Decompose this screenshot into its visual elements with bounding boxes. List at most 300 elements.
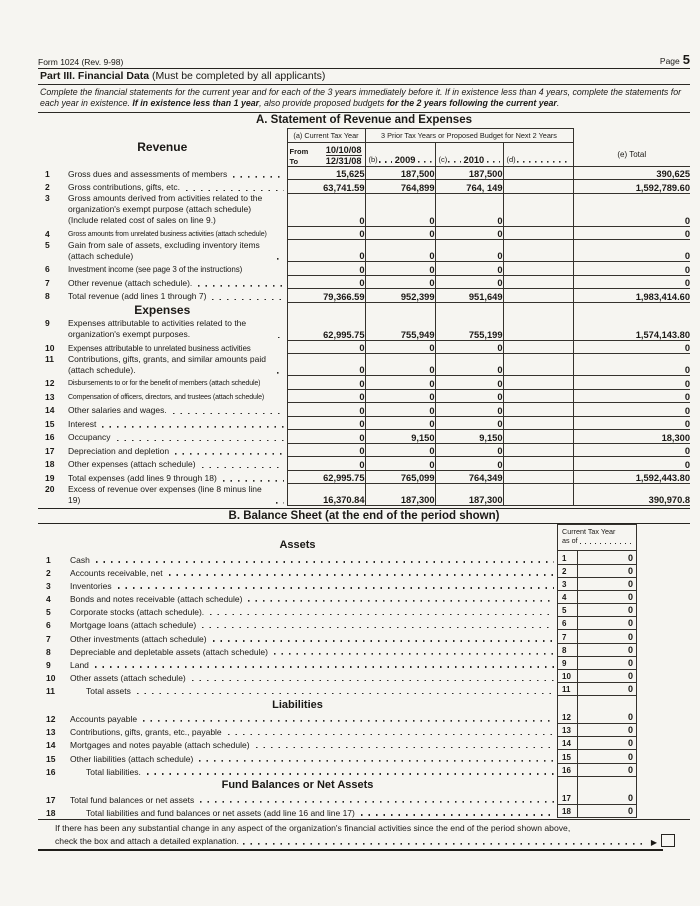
line-label: Total liabilities.: [86, 766, 141, 777]
box-value: 0: [577, 711, 637, 724]
balance-row: [38, 644, 637, 657]
statement-row: [38, 180, 690, 194]
amount-total: 0: [573, 193, 690, 226]
box-value: 0: [577, 591, 637, 604]
line-number: 18: [45, 459, 55, 470]
line-label: Depreciable and depletable assets (attach schedule): [70, 646, 268, 657]
dot-leader: [212, 298, 283, 300]
box-value: 0: [577, 578, 637, 591]
statement-row: [38, 240, 690, 262]
amount-d: [503, 275, 573, 289]
line-number: 15: [45, 418, 55, 429]
dot-leader: [228, 733, 554, 735]
box-line-number: 14: [557, 737, 577, 750]
line-label: Other assets (attach schedule): [70, 673, 186, 684]
dot-leader: [223, 480, 284, 482]
amount-a: 79,366.59: [287, 289, 365, 303]
line-number: 6: [45, 264, 50, 275]
amount-a: 0: [287, 403, 365, 417]
line-number: 15: [46, 753, 56, 764]
amount-c: 0: [435, 275, 503, 289]
box-line-number: 15: [557, 750, 577, 763]
box-line-number: 9: [557, 657, 577, 670]
balance-top-row: [38, 524, 637, 551]
balance-row: [38, 551, 637, 564]
amount-d: [503, 484, 573, 506]
dot-leader: [278, 336, 283, 338]
box-value: 0: [577, 737, 637, 750]
box-value: 0: [577, 565, 637, 578]
balance-row: [38, 630, 637, 643]
dot-leader: [96, 561, 554, 563]
dot-leader: [118, 587, 554, 589]
amount-a: 62,995.75: [287, 470, 365, 484]
box-value: 0: [577, 764, 637, 777]
prior-years-header: 3 Prior Tax Years or Proposed Budget for Next 2 Years: [365, 128, 573, 142]
amount-total: 390,970.8: [573, 484, 690, 506]
box-line-number: 6: [557, 617, 577, 630]
dot-leader: [210, 613, 554, 615]
line-number: 14: [45, 405, 55, 416]
amount-c: 0: [435, 354, 503, 376]
balance-row: [38, 578, 637, 591]
amount-a: 62,995.75: [287, 318, 365, 340]
line-label: Total fund balances or net assets: [70, 794, 195, 805]
amount-total: 1,983,414.60: [573, 289, 690, 303]
balance-row: [38, 724, 637, 737]
line-label: Total assets: [86, 686, 131, 697]
line-number: 1: [46, 554, 51, 565]
amount-c: 0: [435, 240, 503, 262]
amount-d: [503, 289, 573, 303]
line-number: 3: [45, 193, 50, 204]
amount-a: 0: [287, 240, 365, 262]
amount-c: 9,150: [435, 430, 503, 444]
amount-total: 1,592,789.60: [573, 180, 690, 194]
expenses-section-title: Expenses: [134, 303, 191, 318]
line-number: 13: [45, 391, 55, 402]
line-label: Mortgage loans (attach schedule): [70, 620, 197, 631]
amount-a: 0: [287, 389, 365, 403]
amount-d: [503, 403, 573, 417]
line-label: Total liabilities and fund balances or net assets (add line 16 and line 17): [86, 807, 355, 818]
amount-b: 764,899: [365, 180, 435, 194]
amount-total: 0: [573, 275, 690, 289]
statement-row: [38, 470, 690, 484]
amount-b: 0: [365, 416, 435, 430]
dot-leader: [233, 176, 283, 178]
dot-leader: [277, 258, 283, 260]
amount-b: 187,300: [365, 484, 435, 506]
dot-leader: [192, 679, 554, 681]
dot-leader: [169, 574, 554, 576]
amount-b: 952,399: [365, 289, 435, 303]
statement-row: [38, 443, 690, 457]
line-number: 10: [45, 342, 55, 353]
amount-total: 0: [573, 226, 690, 240]
amount-a: 0: [287, 457, 365, 471]
balance-row: [38, 670, 637, 683]
box-line-number: 2: [557, 565, 577, 578]
line-number: 13: [46, 727, 56, 738]
amount-a: 16,370.84: [287, 484, 365, 506]
box-value: 0: [577, 670, 637, 683]
col-d-header: (d): [503, 142, 573, 166]
line-number: 5: [46, 607, 51, 618]
amount-a: 0: [287, 193, 365, 226]
amount-d: [503, 430, 573, 444]
line-label: Cash: [70, 554, 90, 565]
amount-c: 0: [435, 226, 503, 240]
dot-leader: [137, 692, 554, 694]
line-label: Expenses attributable to activities related to the organization's exempt purposes.: [68, 318, 247, 340]
statement-row: [38, 262, 690, 276]
amount-b: 0: [365, 403, 435, 417]
amount-c: 755,199: [435, 318, 503, 340]
line-label: Bonds and notes receivable (attach schedule): [70, 594, 243, 605]
box-value: 0: [577, 683, 637, 696]
dot-leader: [102, 426, 283, 428]
section-a-title: A. Statement of Revenue and Expenses: [255, 113, 472, 126]
page-label: Page: [659, 56, 680, 66]
line-label: Occupancy: [68, 432, 111, 443]
amount-d: [503, 193, 573, 226]
box-line-number: 10: [557, 670, 577, 683]
amount-c: 0: [435, 403, 503, 417]
line-number: 10: [46, 673, 56, 684]
dot-leader: [202, 466, 284, 468]
amount-d: [503, 318, 573, 340]
dot-leader: [186, 189, 284, 191]
dot-leader: [418, 161, 431, 163]
revenue-section-title: Revenue: [137, 140, 188, 155]
part3-title-suffix: (Must be completed by all applicants): [149, 70, 326, 82]
box-value: 0: [577, 750, 637, 763]
line-label: Inventories: [70, 580, 112, 591]
amount-c: 0: [435, 389, 503, 403]
amount-b: 0: [365, 193, 435, 226]
amount-b: 755,949: [365, 318, 435, 340]
amount-b: 0: [365, 275, 435, 289]
amount-c: 951,649: [435, 289, 503, 303]
amount-d: [503, 389, 573, 403]
dot-leader: [517, 161, 570, 163]
line-label: Expenses attributable to unrelated business activities: [68, 343, 251, 353]
line-label: Gross contributions, gifts, etc.: [68, 182, 180, 193]
statement-row: [38, 376, 690, 390]
dot-leader: [487, 161, 499, 163]
line-number: 7: [45, 277, 50, 288]
statement-row: [38, 340, 690, 354]
dot-leader: [277, 372, 283, 374]
line-label: Excess of revenue over expenses (line 8 minus line 19): [68, 483, 262, 505]
box-line-number: 8: [557, 644, 577, 657]
dot-leader: [143, 720, 554, 722]
col-b-header: (b) 2009: [365, 142, 435, 166]
amount-total: 18,300: [573, 430, 690, 444]
amount-d: [503, 262, 573, 276]
col-c-header: (c) 2010: [435, 142, 503, 166]
amount-b: 9,150: [365, 430, 435, 444]
balance-row: [38, 791, 637, 804]
amount-total: 390,625: [573, 166, 690, 180]
statement-row: [38, 389, 690, 403]
dot-leader: [248, 600, 554, 602]
section-b-band: [38, 508, 690, 524]
dot-leader: [448, 161, 460, 163]
note-line-1: If there has been any substantial change in any aspect of the organization's financial activities since the end of the period shown above,: [55, 822, 571, 833]
fund-rows: [38, 791, 637, 817]
dot-leader: [147, 773, 554, 775]
amount-b: 0: [365, 389, 435, 403]
amount-c: 0: [435, 340, 503, 354]
box-line-number: 12: [557, 711, 577, 724]
balance-row: [38, 565, 637, 578]
amount-a: 0: [287, 226, 365, 240]
line-number: 17: [45, 445, 55, 456]
amount-total: 0: [573, 443, 690, 457]
amount-d: [503, 180, 573, 194]
line-label: Mortgages and notes payable (attach schedule): [70, 740, 250, 751]
amount-b: 0: [365, 443, 435, 457]
year-b: 2009: [394, 154, 416, 165]
line-label: Contributions, gifts, grants, and similar amounts paid (attach schedule).: [68, 353, 266, 375]
line-number: 11: [45, 353, 54, 364]
dot-leader: [200, 801, 554, 803]
tax-period-cell: From 10/10/08 To 12/31/08: [287, 142, 365, 166]
amount-a: 63,741.59: [287, 180, 365, 194]
page-indicator: [660, 52, 690, 67]
box-line-number: 7: [557, 630, 577, 643]
line-number: 4: [46, 594, 51, 605]
amount-d: [503, 443, 573, 457]
line-number: 2: [45, 182, 50, 193]
amount-a: 0: [287, 443, 365, 457]
col-a-header: (a) Current Tax Year: [287, 128, 365, 142]
liability-rows: [38, 711, 637, 777]
dot-leader: [243, 843, 646, 845]
balance-row: [38, 750, 637, 763]
revenue-rows: [38, 166, 690, 302]
part3-instructions: Complete the financial statements for the current year and for each of the 3 years immediately before it. If in existence less than 4 years, complete the statements for each year in existence. If in existence less than 1 year, also provide proposed budgets for the 2 years following the current year.: [40, 87, 682, 109]
box-line-number: 17: [557, 791, 577, 804]
statement-row: [38, 166, 690, 180]
line-number: 1: [45, 168, 50, 179]
box-line-number: 13: [557, 724, 577, 737]
line-label: Interest: [68, 418, 97, 429]
form-id: Form 1024 (Rev. 9-98): [38, 57, 124, 67]
balance-sheet: [38, 524, 637, 817]
line-number: 11: [46, 686, 55, 697]
box-value: 0: [577, 644, 637, 657]
amount-total: 0: [573, 340, 690, 354]
amount-c: 0: [435, 457, 503, 471]
amount-d: [503, 416, 573, 430]
amount-d: [503, 240, 573, 262]
col-e-header-spacer: [573, 128, 690, 142]
statement-row: [38, 430, 690, 444]
amount-c: 0: [435, 193, 503, 226]
period-end-date: 12/31/08: [325, 155, 362, 166]
line-number: 20: [45, 483, 55, 494]
line-number: 18: [46, 807, 56, 818]
dot-leader: [199, 760, 554, 762]
statement-row: [38, 275, 690, 289]
dot-leader: [95, 666, 554, 668]
dot-leader: [117, 439, 284, 441]
box-line-number: 5: [557, 604, 577, 617]
box-line-number: 4: [557, 591, 577, 604]
amount-b: 187,500: [365, 166, 435, 180]
amount-a: 0: [287, 430, 365, 444]
line-number: 8: [46, 646, 51, 657]
line-number: 4: [45, 228, 50, 239]
substantial-change-checkbox[interactable]: [661, 834, 675, 847]
dot-leader: [361, 814, 554, 816]
amount-b: 0: [365, 354, 435, 376]
line-label: Accounts payable: [70, 714, 138, 725]
box-line-number: 11: [557, 683, 577, 696]
statement-row: [38, 226, 690, 240]
line-label: Other investments (attach schedule): [70, 633, 207, 644]
amount-b: 0: [365, 240, 435, 262]
asset-rows: [38, 551, 637, 696]
dot-leader: [256, 746, 554, 748]
box-line-number: 16: [557, 764, 577, 777]
statement-row: [38, 416, 690, 430]
statement-row: [38, 354, 690, 376]
dot-leader: [198, 285, 283, 287]
dot-leader: [173, 412, 284, 414]
dot-leader: [202, 626, 554, 628]
amount-c: 764, 149: [435, 180, 503, 194]
amount-c: 0: [435, 262, 503, 276]
box-value: 0: [577, 724, 637, 737]
line-label: Land: [70, 660, 89, 671]
amount-a: 0: [287, 262, 365, 276]
arrow-right-icon: ▶: [650, 837, 657, 847]
balance-row: [38, 683, 637, 696]
line-label: Total revenue (add lines 1 through 7): [68, 291, 207, 302]
box-line-number: 3: [557, 578, 577, 591]
amount-c: 0: [435, 416, 503, 430]
box-value: 0: [577, 630, 637, 643]
dot-leader: [276, 502, 284, 504]
line-number: 14: [46, 740, 56, 751]
box-value: 0: [577, 604, 637, 617]
statement-row: [38, 403, 690, 417]
amount-b: 0: [365, 226, 435, 240]
dot-leader: [175, 453, 283, 455]
dot-leader: [379, 161, 392, 163]
amount-d: [503, 376, 573, 390]
amount-total: 1,592,443.80: [573, 470, 690, 484]
dot-leader: [274, 653, 554, 655]
amount-a: 0: [287, 376, 365, 390]
amount-b: 0: [365, 457, 435, 471]
balance-row: [38, 657, 637, 670]
line-number: 17: [46, 794, 56, 805]
line-label: Compensation of officers, directors, and trustees (attach schedule): [68, 393, 265, 401]
line-number: 16: [46, 766, 56, 777]
amount-total: 0: [573, 416, 690, 430]
line-label: Contributions, gifts, grants, etc., payable: [70, 727, 222, 738]
part3-title: Part III. Financial Data: [40, 70, 150, 82]
col-e-header: (e) Total: [573, 142, 690, 166]
balance-row: [38, 591, 637, 604]
line-number: 2: [46, 567, 51, 578]
balance-row: [38, 737, 637, 750]
current-tax-year-header: Current Tax Year as of: [557, 524, 637, 551]
amount-a: 0: [287, 416, 365, 430]
dot-leader: [213, 640, 554, 642]
amount-d: [503, 470, 573, 484]
liabilities-section-title: Liabilities: [272, 698, 323, 711]
line-number: 12: [46, 714, 56, 725]
statement-row: [38, 484, 690, 506]
line-number: 19: [45, 472, 55, 483]
amount-b: 0: [365, 262, 435, 276]
note-line-2: check the box and attach a detailed explanation.: [55, 835, 239, 846]
amount-c: 764,349: [435, 470, 503, 484]
amount-d: [503, 457, 573, 471]
box-value: 0: [577, 805, 637, 818]
line-label: Gain from sale of assets, excluding inventory items (attach schedule): [68, 239, 260, 261]
line-label: Disbursements to or for the benefit of members (attach schedule): [68, 380, 261, 388]
box-line-number: 1: [557, 551, 577, 564]
line-number: 16: [45, 432, 55, 443]
amount-c: 187,500: [435, 166, 503, 180]
amount-total: 0: [573, 389, 690, 403]
line-label: Gross amounts derived from activities related to the organization's exempt purpose (attach schedule) (Include related cost of sales on line 9.): [68, 193, 263, 226]
part3-header: [38, 69, 690, 84]
page-header: [38, 50, 690, 67]
amount-total: 0: [573, 354, 690, 376]
page-bottom-rule: [38, 849, 663, 851]
line-number: 8: [45, 291, 50, 302]
amount-d: [503, 354, 573, 376]
statement-row: [38, 289, 690, 303]
line-label: Corporate stocks (attach schedule).: [70, 607, 205, 618]
page-number: 5: [682, 52, 690, 67]
amount-b: 765,099: [365, 470, 435, 484]
line-number: 9: [46, 660, 51, 671]
amount-total: 1,574,143.80: [573, 318, 690, 340]
line-label: Accounts receivable, net: [70, 567, 163, 578]
line-number: 12: [45, 378, 55, 389]
amount-b: 0: [365, 340, 435, 354]
balance-row: [38, 604, 637, 617]
balance-row: [38, 805, 637, 818]
box-line-number: 18: [557, 805, 577, 818]
amount-d: [503, 340, 573, 354]
line-number: 9: [45, 318, 50, 329]
amount-a: 0: [287, 354, 365, 376]
line-label: Total expenses (add lines 9 through 18): [68, 472, 217, 483]
line-number: 6: [46, 620, 51, 631]
statement-table: [38, 128, 690, 507]
line-label: Other expenses (attach schedule): [68, 459, 196, 470]
amount-c: 187,300: [435, 484, 503, 506]
line-number: 5: [45, 239, 50, 250]
line-label: Depreciation and depletion: [68, 445, 170, 456]
line-label: Other liabilities (attach schedule): [70, 753, 194, 764]
amount-d: [503, 226, 573, 240]
line-label: Other revenue (attach schedule).: [68, 277, 193, 288]
amount-a: 15,625: [287, 166, 365, 180]
statement-row: [38, 193, 690, 226]
fund-balances-section-title: Fund Balances or Net Assets: [221, 779, 374, 792]
